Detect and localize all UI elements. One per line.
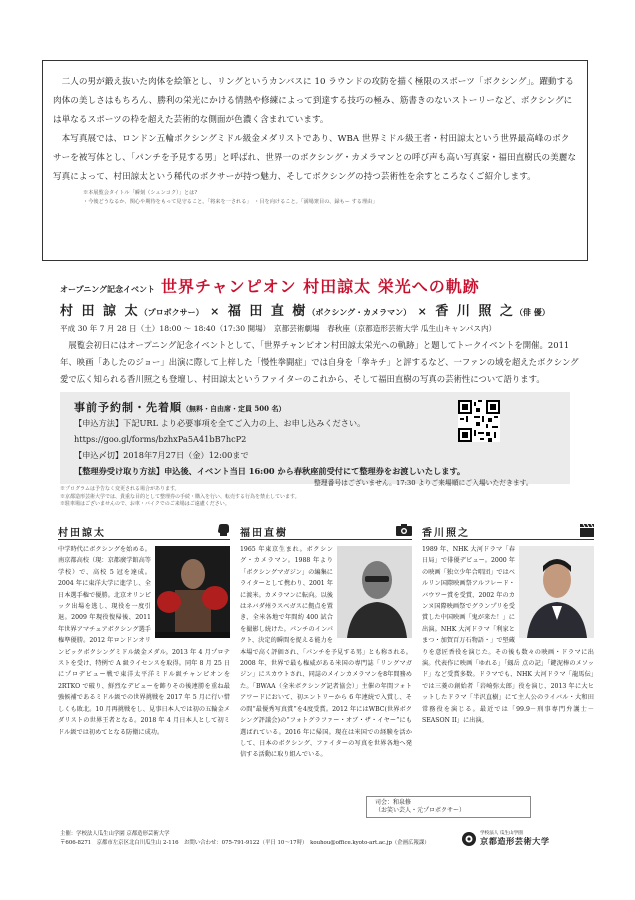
event-label: オープニング記念イベント xyxy=(60,284,156,294)
times-mark-1: × xyxy=(210,305,222,318)
emcee-name: 司会：和泉修 xyxy=(375,799,412,806)
profile-kagawa-heading xyxy=(422,524,594,540)
profile-kagawa-text: 1989 年、NHK 大河ドラマ「春日局」で俳優デビュー。2000 年の映画「独立少年合唱団」ではベルリン国際映画祭アルフレード・バウワー賞を受賞、2002 年のカンヌ国際映画祭でグランプリを受賞した中国映画「鬼が来た！」に出演。NHK 大河ドラマ「利家とまつ・加賀百万石物語・」で堅蔵りを意匠香役を演じた。その後も数々の映画・ドラマに出演。代表作に映画「ゆれる」「劔岳 点の記」「鍵泥棒のメソッド」など受賞多数。ドラマでも、NHK 大河ドラマ「龍馬伝」では三菱の創始者「岩崎弥太郎」役を演じ、2013 年に大ヒットしたドラマ「半沢直樹」にて主人公のライバル・大和田常務役を演じる。最近では「99.9－刑事専門弁護士－SEASON II」に出演。 xyxy=(422,546,594,725)
profile-fukuda xyxy=(240,524,412,761)
footer-organizer: 主催：学校法人瓜生山学園 京都造形芸術大学 xyxy=(60,831,170,837)
reservation-box xyxy=(60,392,570,487)
kagawa-portrait-photo xyxy=(519,546,594,638)
profile-murata-heading xyxy=(58,524,230,540)
intro-paragraph-2: 本写真展では、ロンドン五輪ボクシングミドル級金メダリストであり、WBA 世界ミドル級王者・村田諒太という世界最高峰のボクサーを被写体とし、「パンチを予見する男」と呼ばれ、世界一のボクシング・カメラマンとの呼び声も高い写真家・福田直樹氏の美麗な写真によって、村田諒太という稀代のボクサーが持つ魅力、そしてボクシングの持つ芸術性を余すところなくご紹介します。 xyxy=(53,134,577,182)
university-logo xyxy=(462,830,550,847)
camera-icon xyxy=(396,524,412,536)
event-description: 展覧会初日にはオープニング記念イベントとして、「世界チャンピオン村田諒太栄光への軌跡」と題してトークイベントを開催。2011 年、映画「あしたのジョー」出演に際して上梓した「慢性拳闘症」では自身を「拳キチ」と評するなど、一ファンの域を超えたボクシング愛で広く知られる香川照之も登壇し、村田諒太というファイターのこれから、そして福田直樹の写真の芸術性について語ります。 xyxy=(60,340,579,384)
speaker-kagawa: 香 川 照 之 xyxy=(435,304,515,319)
fine-print-1: ※プログラムは予告なく変更される場合があります。 xyxy=(60,486,180,492)
speaker-murata-role: （プロボクサー） xyxy=(139,307,204,317)
boxing-glove-icon xyxy=(216,524,230,536)
speaker-fukuda-role: （ボクシング・カメラマン） xyxy=(307,307,412,317)
speaker-fukuda: 福 田 直 樹 xyxy=(227,304,308,319)
logo-subtitle: 学校法人 瓜生山学園 xyxy=(480,831,523,836)
intro-note-1: ※本展覧会タイトル「瞬刻（シュンコク）」とは? xyxy=(83,190,198,196)
fine-print-3: ※駐車場はございませんので、お車・バイクでのご来場はご遠慮ください。 xyxy=(60,501,230,507)
profile-fukuda-name: 福田直樹 xyxy=(240,528,288,539)
profile-murata xyxy=(58,524,230,738)
ticket-method: 【整理券受け取り方法】申込後、イベント当日 16:00 から春秋座前受付にて整理券をお渡しいたします。 xyxy=(74,466,466,476)
event-date: 平成 30 年 7 月 28 日（土）18:00 ～ 18:40（17:30 開場） 京都芸術劇場 春秋座（京都造形芸術大学 瓜生山キャンパス内） xyxy=(60,324,497,333)
profile-fukuda-text: 1965 年東京生まれ。ボクシング・カメラマン。1988 年より「ボクシングマガジン」の編集にライターとして携わり、2001 年に渡米。カメラマンに転向。以後はネバダ州ラスベガスに拠点を置き、全米各地で年間約 400 試合を撮影し続けた。パンチのインパクト、決定的瞬間を捉える能力を本場で高く評価され、「パンチを予見する男」とも称される。2008 年、世界で最も権威がある米国の専門誌「リングマガジン」にスカウトされ、同誌のメインカメラマンを8年間務めた。「BWAA（全米ボクシング記者協会）」主催の年間フォトアワードにおいて、初エントリーから 6 年連続で入賞し、その間“最優秀写真賞”を4度受賞。2012 年にはWBC(世界ボクシング評議会)の“フォトグラファー・オブ・ザ・イヤー”にも選ばれている。2016 年に帰国。現在は米国での経験を活かして、日本のボクシング、ファイターの写真を世界各地へ発信する活動に取り組んでいる。 xyxy=(240,546,412,759)
emcee-credit xyxy=(366,796,531,818)
logo-title: 京都造形芸術大学 xyxy=(480,836,550,846)
reservation-title-main: 事前予約制・先着順 xyxy=(74,401,182,414)
apply-deadline: 【申込〆切】2018年7月27日（金）12:00まで xyxy=(74,450,249,460)
university-emblem-icon xyxy=(462,832,476,846)
apply-url-link[interactable]: https://goo.gl/forms/bzhxPa5A41bB7hcP2 xyxy=(74,434,247,444)
event-section xyxy=(60,274,590,388)
qr-code-icon[interactable] xyxy=(458,400,500,442)
profiles-section xyxy=(58,524,594,814)
emcee-role: （お笑い芸人・元プロボクサー） xyxy=(375,807,466,814)
murata-portrait-photo xyxy=(155,546,230,638)
profile-kagawa xyxy=(422,524,594,727)
intro-notes xyxy=(53,189,577,207)
profile-murata-text: 中学時代にボクシングを始める。南京都高校（現：京都廣学館高等学校）で、高校 5 冠を達成。2004 年に東洋大学に進学し、全日本選手権で優勝。北京オリンピック出場を逃し、現役を一度引退。2009 年現役復帰後、2011 年世界アマチュアボクシング選手権準優勝。2012 年ロンドンオリンピックボクシングミドル級金メダル。2013 年 4 月プロテストを受け、特例で A 級ライセンスを取得。同年 8 月 25 日にプロデビュー戦で東洋太平洋ミドル級チャンピオンを 2RTKO で破り、鮮烈なデビューを飾りその後連勝を重ね最強候補であるミドル級での世界挑戦を 2017 年 5 月に行い惜しくも敗北。10 月再挑戦をし、見事日本人では初の五輪金メダリストの世界王者となる。2018 年 4 月日本人として初ミドル級では初めてとなる防衛に成功。 xyxy=(58,546,230,736)
profile-murata-name: 村田諒太 xyxy=(58,528,106,539)
profile-fukuda-body xyxy=(240,544,412,761)
speaker-kagawa-role: （俳 優） xyxy=(514,307,550,317)
footer-contact: 〒606-8271 京都市左京区北白川瓜生山 2-116 お問い合わせ：075-791-9122（平日 10～17時） kouhou@office.kyoto-art.ac.jp（企画広報課） xyxy=(60,840,430,846)
intro-note-2: ・今後どうなるか、関心や期待をもって見守ること。「将来を一される」 ・目を向けること。「満場衆目の、録もー する理由」 xyxy=(83,199,378,205)
ticket-note: 整理番号はございません。17:30 よりご来場順にご入場いただきます。 xyxy=(314,479,533,487)
speaker-murata: 村 田 諒 太 xyxy=(60,304,140,319)
fine-print-2: ※京都造形芸術大学では、貴重な目的として整理券の手続・購入を行い、転売する行為を禁止しています。 xyxy=(60,493,300,500)
event-title: 世界チャンピオン 村田諒太 栄光への軌跡 xyxy=(161,277,480,296)
profile-kagawa-body xyxy=(422,544,594,727)
event-speakers xyxy=(60,300,590,319)
clapperboard-icon xyxy=(580,524,594,537)
profile-fukuda-heading xyxy=(240,524,412,540)
intro-box xyxy=(42,60,588,261)
event-heading xyxy=(60,274,590,297)
times-mark-2: × xyxy=(417,305,429,318)
fine-print xyxy=(60,486,300,509)
apply-method: 【申込方法】下記URL より必要事項を全てご入力の上、お申し込みください。 xyxy=(74,418,366,428)
fukuda-portrait-photo xyxy=(337,546,412,638)
profile-murata-body xyxy=(58,544,230,738)
intro-text xyxy=(53,73,577,187)
profile-kagawa-name: 香川照之 xyxy=(422,528,470,539)
intro-paragraph-1: 二人の男が鍛え抜いた肉体を絵筆とし、リングというカンバスに 10 ラウンドの攻防を描く極限のスポーツ「ボクシング」。躍動する肉体の美しさはもちろん、勝利の栄光にかける情熱や修練によって到達する技巧の極み、筋書きのないストーリーなど、ボクシングには単なるスポーツの枠を超えた芸術的な側面が色濃く含まれています。 xyxy=(53,77,574,125)
reservation-title-note: （無料・自由席・定員 500 名） xyxy=(182,404,286,413)
